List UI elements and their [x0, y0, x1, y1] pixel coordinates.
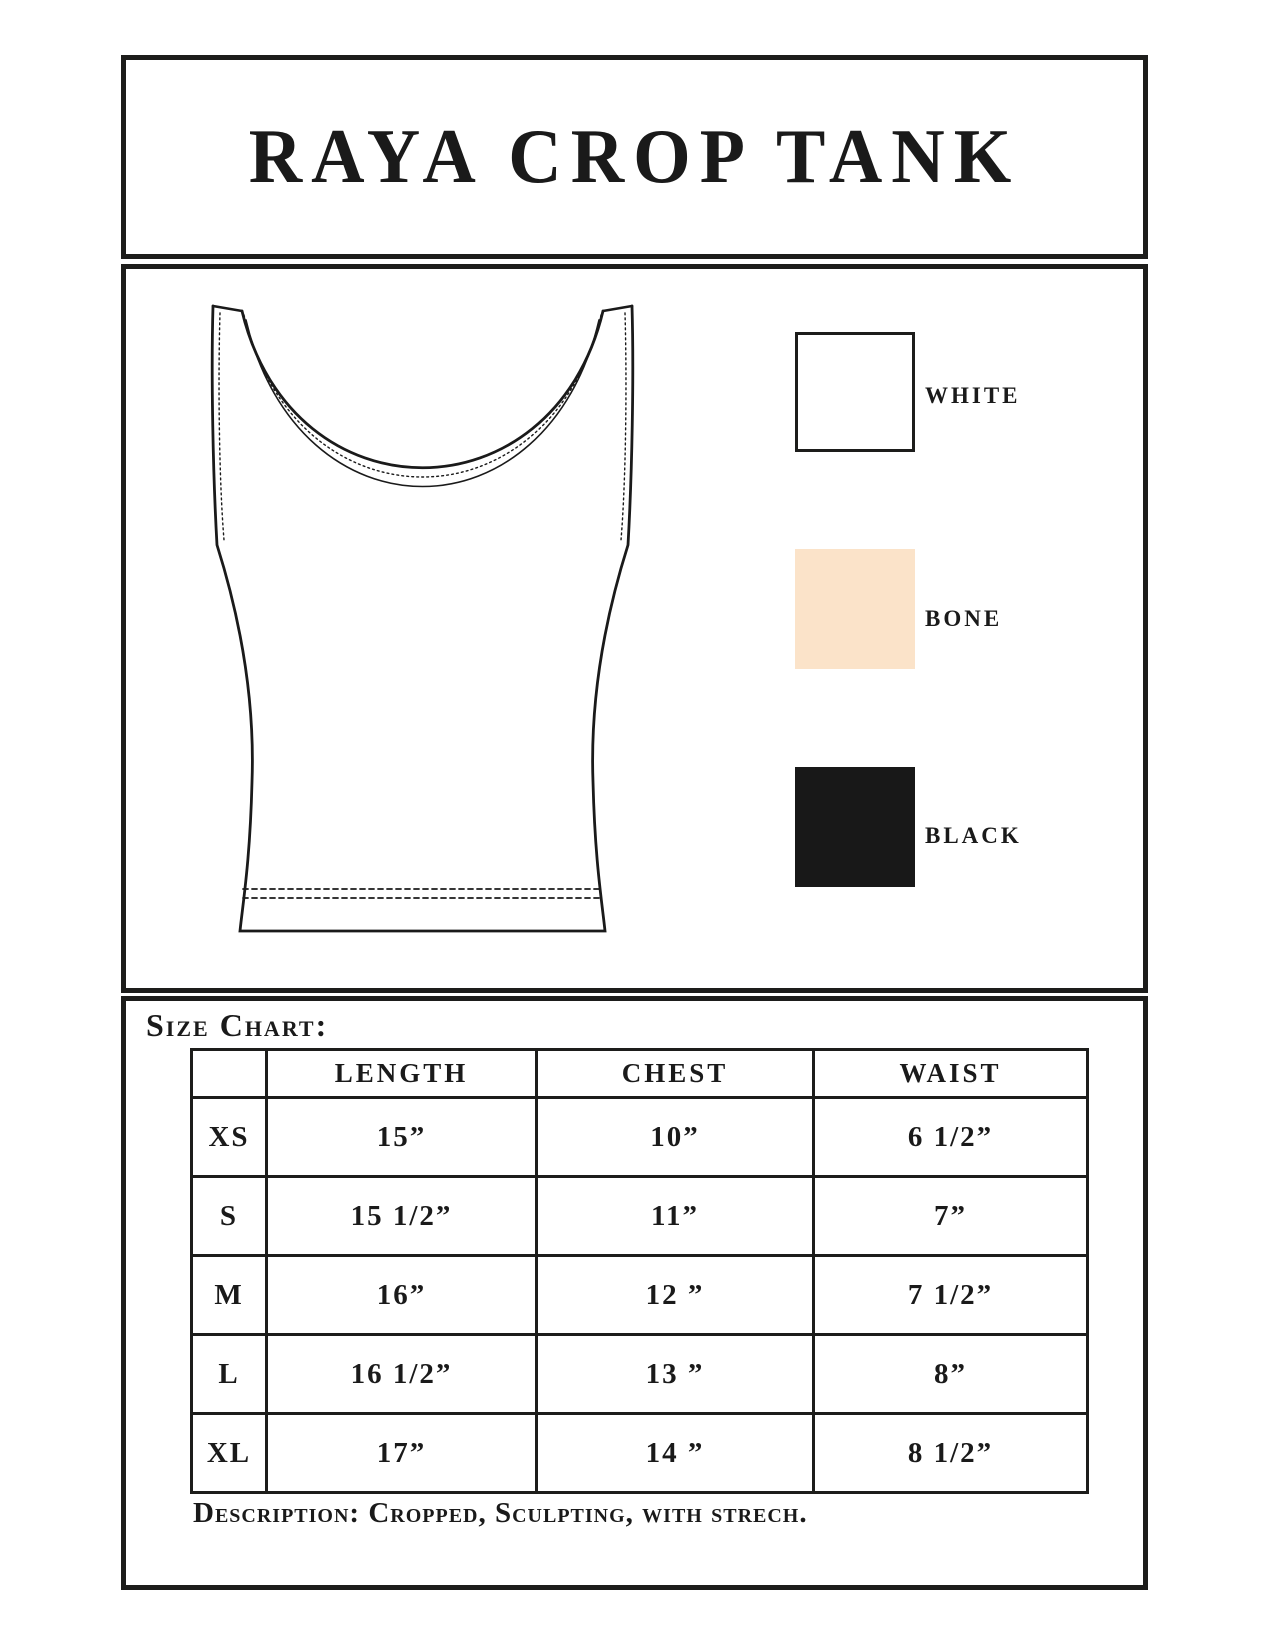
waist-value: 8 1/2” [814, 1414, 1088, 1493]
size-chart-box [121, 996, 1148, 1590]
table-row-xs [192, 1098, 1088, 1177]
description-text: Description: Cropped, Sculpting, with strech. [193, 1497, 808, 1529]
waist-value: 8” [814, 1335, 1088, 1414]
bone-swatch-label: BONE [925, 606, 1003, 631]
column-header-waist: WAIST [814, 1050, 1088, 1098]
waist-value: 6 1/2” [814, 1098, 1088, 1177]
black-swatch-label: BLACK [925, 823, 1022, 848]
chest-value: 13 ” [537, 1335, 814, 1414]
artwork-box [121, 264, 1148, 993]
chest-value: 14 ” [537, 1414, 814, 1493]
table-row-l [192, 1335, 1088, 1414]
table-row-s [192, 1177, 1088, 1256]
length-value: 17” [267, 1414, 537, 1493]
bone-color-swatch [795, 549, 915, 669]
size-chart-heading: Size Chart: [146, 1007, 329, 1043]
column-header-length: LENGTH [267, 1050, 537, 1098]
waist-value: 7” [814, 1177, 1088, 1256]
tank-top-sketch-image [200, 295, 650, 945]
length-value: 15 1/2” [267, 1177, 537, 1256]
column-header-chest: CHEST [537, 1050, 814, 1098]
table-row-xl [192, 1414, 1088, 1493]
size-label: L [192, 1335, 267, 1414]
chest-value: 11” [537, 1177, 814, 1256]
length-value: 16” [267, 1256, 537, 1335]
black-color-swatch [795, 767, 915, 887]
white-swatch-label: WHITE [925, 383, 1021, 408]
length-value: 16 1/2” [267, 1335, 537, 1414]
chest-value: 10” [537, 1098, 814, 1177]
size-label: XS [192, 1098, 267, 1177]
size-label: M [192, 1256, 267, 1335]
header-row [192, 1050, 1088, 1098]
corner-cell [192, 1050, 267, 1098]
chest-value: 12 ” [537, 1256, 814, 1335]
white-color-swatch [795, 332, 915, 452]
title-box [121, 55, 1148, 259]
waist-value: 7 1/2” [814, 1256, 1088, 1335]
size-chart-table [190, 1048, 1089, 1494]
size-label: XL [192, 1414, 267, 1493]
size-label: S [192, 1177, 267, 1256]
table-row-m [192, 1256, 1088, 1335]
length-value: 15” [267, 1098, 537, 1177]
page-title: RAYA CROP TANK [248, 113, 1021, 200]
